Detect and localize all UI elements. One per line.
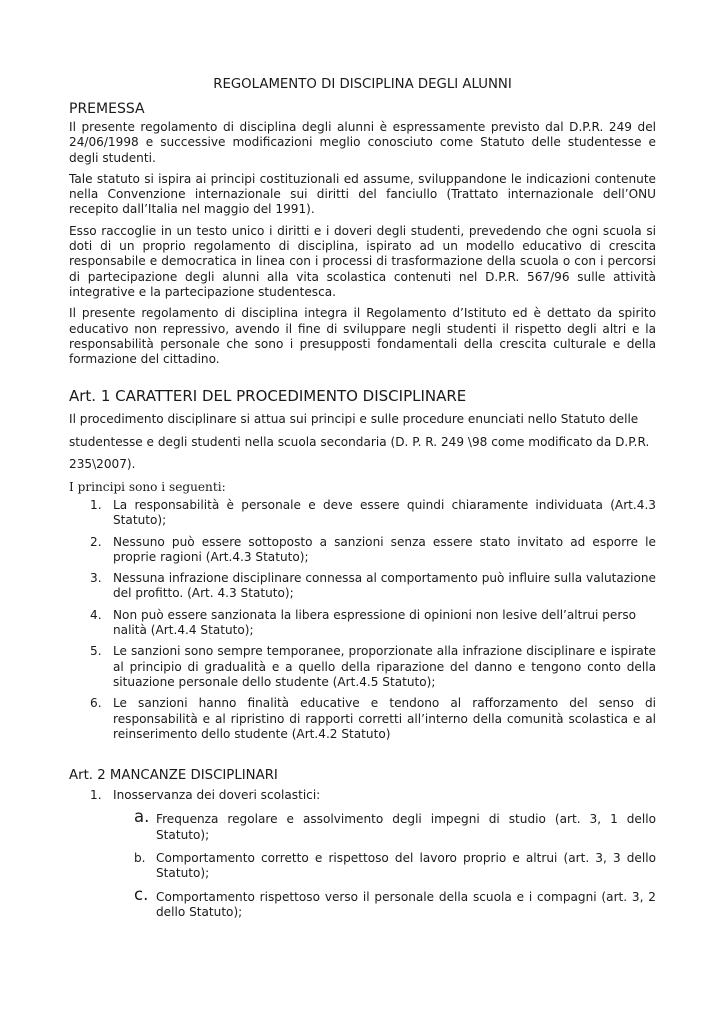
list-text: Nessuno può essere sottoposto a sanzioni senza essere stato invitato ad esporre le proprie ragioni (Art.4.3 Statuto); [113,534,656,564]
list-item [69,535,656,566]
list-text: La responsabilità è personale e deve essere quindi chiaramente individuata (Art.4.3 Statuto); [113,497,656,528]
sublist-marker: c. [134,884,149,904]
art1-principles-intro: I principi sono i seguenti: [69,479,226,494]
list-text: Nessuna infrazione disciplinare connessa al comportamento può influire sulla valutazione del profitto. (Art. 4.3 Statuto); [113,571,656,601]
art1-heading: Art. 1 CARATTERI DEL PROCEDIMENTO DISCIPLINARE [69,387,467,406]
list-item [69,696,656,742]
sublist-text: Comportamento corretto e rispettoso del lavoro proprio e altrui (art. 3, 3 dello Statuto); [156,851,656,881]
sublist-item [113,884,656,921]
list-item [69,788,656,920]
list-number: 4. [90,607,102,622]
sublist-item [113,807,656,843]
list-item [69,571,656,602]
premessa-paragraph: Esso raccoglie in un testo unico i diritti e i doveri degli studenti, prevedendo che ogni scuola si doti di un proprio regolamento di disciplina, ispirato ad un modello educativo di crescita responsabile e democratica in linea con i processi di trasformazione della scuola o con i percorsi di partecipazione degli alunni alla vita scolastica contenuti nel D.P.R. 567/96 sulle attività integrative e la partecipazione studentesca. [69,223,656,299]
art1-intro: Il procedimento disciplinare si attua sui principi e sulle procedure enunciati nello Statuto delle studentesse e degli studenti nella scuola secondaria (D. P. R. 249 \98 come modificato da D.P.R. 235\2007). [69,412,650,472]
art2-sublist [113,807,656,920]
sublist-item [113,851,656,882]
sublist-marker: a. [134,807,150,827]
list-number: 1. [90,497,102,512]
list-text: Non può essere sanzionata la libera espressione di opinioni non lesive dell’altrui perso nalità (Art.4.4 Statuto); [113,607,637,638]
sublist-text: Comportamento rispettoso verso il personale della scuola e i compagni (art. 3, 2 dello Statuto); [156,889,656,919]
list-text: Inosservanza dei doveri scolastici: [113,788,321,803]
list-number: 3. [90,571,102,586]
list-text: Le sanzioni hanno finalità educative e tendono al rafforzamento del senso di responsabilità e al ripristino di rapporti corretti all’interno della comunità scolastica e al reinserimento dello studente (Art.4.2 Statuto) [113,696,656,741]
list-item [69,498,656,529]
premessa-section [69,120,656,367]
list-text: Le sanzioni sono sempre temporanee, proporzionate alla infrazione disciplinare e ispirate al principio di gradualità e a quello della riparazione del danno e tengono conto della situazione personale dello studente (Art.4.5 Statuto); [113,644,656,689]
document-content [69,76,656,920]
premessa-heading: PREMESSA [69,101,145,117]
list-number: 1. [90,788,102,803]
art1-principles-list [69,498,656,742]
document-title: REGOLAMENTO DI DISCIPLINA DEGLI ALUNNI [213,77,512,92]
art2-list [69,788,656,920]
sublist-marker: b. [134,851,146,865]
list-number: 2. [90,534,102,549]
list-item [69,644,656,690]
list-number: 5. [90,644,102,659]
sublist-text: Frequenza regolare e assolvimento degli impegni di studio (art. 3, 1 dello Statuto); [156,812,656,842]
list-number: 6. [90,696,102,711]
premessa-paragraph: Il presente regolamento di disciplina degli alunni è espressamente previsto dal D.P.R. 249 del 24/06/1998 e successive modificazioni meglio conosciuto come Statuto delle studentesse e degli studenti. [69,120,656,165]
premessa-paragraph: Tale statuto si ispira ai principi costituzionali ed assume, sviluppandone le indicazioni contenute nella Convenzione internazionale sui diritti del fanciullo (Trattato internazionale dell’ONU recepito dall’Italia nel maggio del 1991). [69,171,656,217]
premessa-paragraph: Il presente regolamento di disciplina integra il Regolamento d’Istituto ed è dettato da spirito educativo non repressivo, avendo il fine di sviluppare negli studenti il rispetto degli altri e la responsabilità personale che sono i presupposti fondamentali della crescita culturale e della formazione del cittadino. [69,306,656,367]
art2-heading: Art. 2 MANCANZE DISCIPLINARI [69,768,278,784]
list-item [69,608,656,639]
